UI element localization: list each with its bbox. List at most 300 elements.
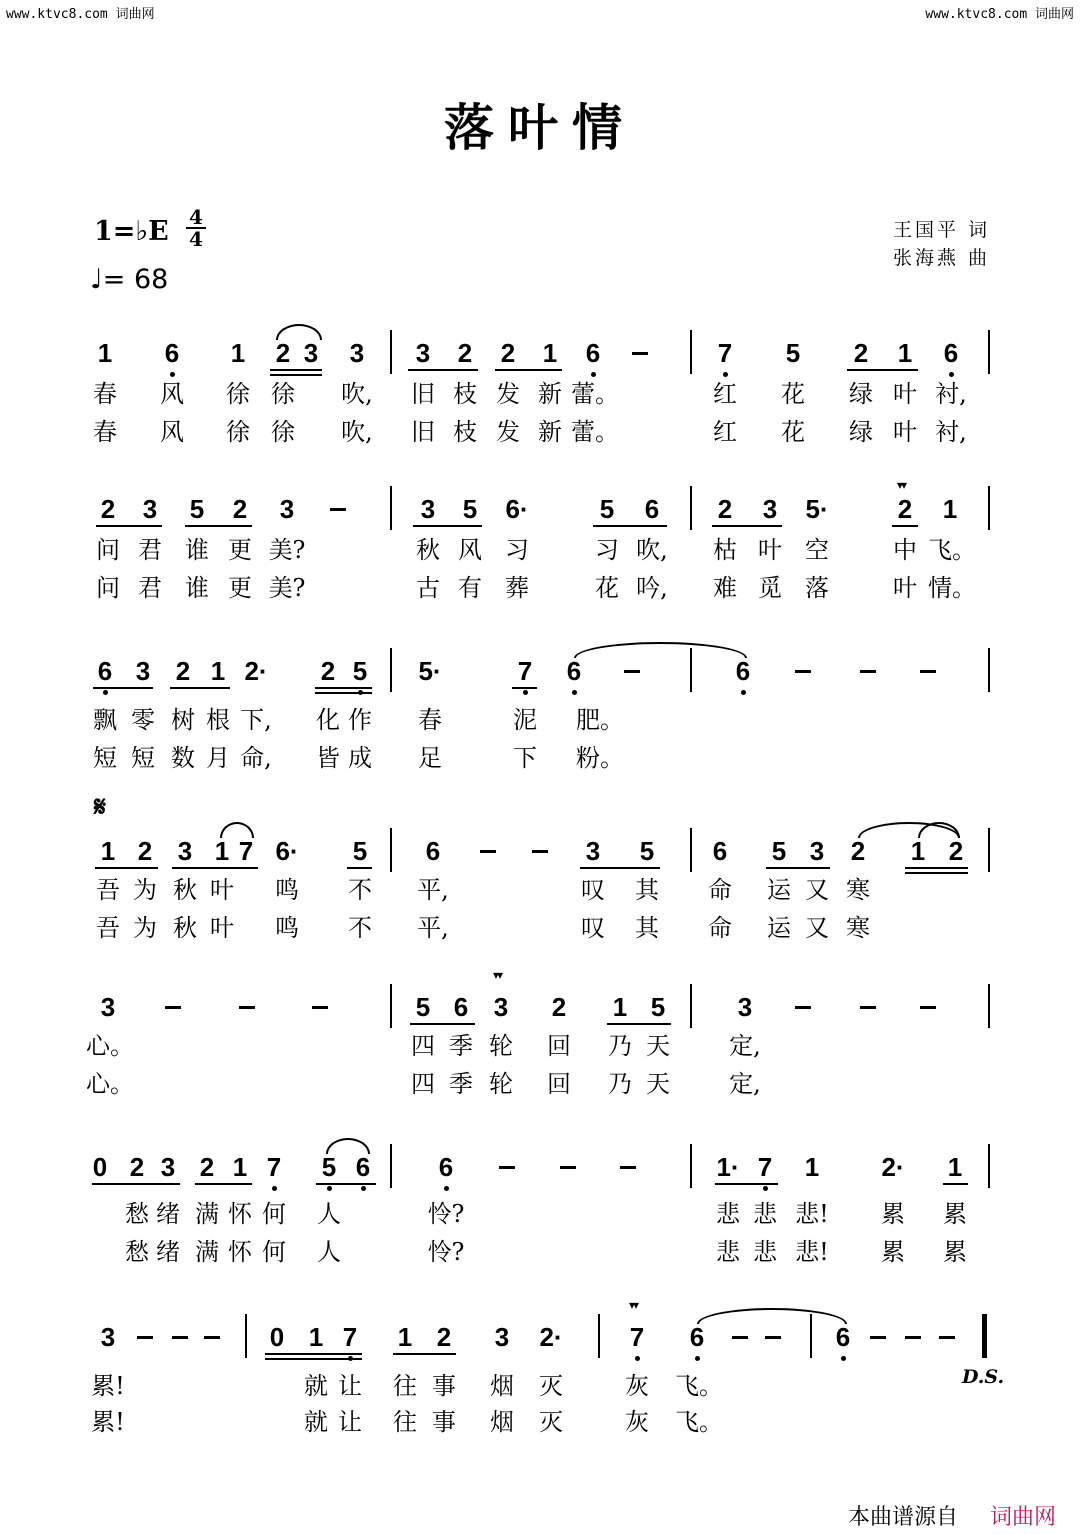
lyric-syllable: 叹 [581, 876, 605, 904]
sustain-dash [860, 670, 876, 673]
lyric-syllable: 枝 [453, 418, 477, 446]
sustain-dash [920, 1006, 936, 1009]
lyric-syllable: 事 [432, 1372, 456, 1400]
jianpu-note: 5 [189, 494, 205, 524]
jianpu-note: 6 [712, 836, 728, 866]
lyric-syllable: 飞。 [675, 1372, 723, 1400]
sustain-dash [939, 1336, 955, 1339]
lyric-syllable: 下, [240, 706, 272, 734]
beam-underline [905, 872, 968, 874]
jianpu-note: 2 [320, 656, 336, 686]
lyric-syllable: 风 [160, 380, 184, 408]
barline [690, 1144, 692, 1188]
octave-dot-low [103, 690, 108, 695]
key-signature: 1=♭E [94, 216, 169, 247]
jianpu-note: 2 [500, 338, 516, 368]
sustain-dash [239, 1006, 255, 1009]
beam-underline [316, 1183, 376, 1185]
sustain-dash [765, 1336, 781, 1339]
lyric-syllable: 悲 [753, 1200, 777, 1228]
lyric-syllable: 绿 [849, 418, 873, 446]
lyric-syllable: 愁 [125, 1238, 149, 1266]
barline [390, 648, 392, 692]
lyric-syllable: 叶 [893, 574, 917, 602]
lyric-syllable: 命, [240, 744, 272, 772]
jianpu-note: 3 [585, 836, 601, 866]
lyric-syllable: 为 [133, 914, 157, 942]
lyric-syllable: 人 [317, 1200, 341, 1228]
jianpu-note: 1 [397, 1322, 413, 1352]
jianpu-note: 3 [762, 494, 778, 524]
jianpu-note: 2 [199, 1152, 215, 1182]
sustain-dash [620, 1166, 636, 1169]
lyric-syllable: 鸣 [275, 876, 299, 904]
jianpu-note: 5 [650, 992, 666, 1022]
lyric-syllable: 吹, [341, 418, 373, 446]
beam-underline [413, 525, 482, 527]
octave-dot-low [949, 372, 954, 377]
jianpu-note: 5· [418, 656, 442, 686]
jianpu-note: 1 [230, 338, 246, 368]
ornament-mark: ▾▾ [629, 1298, 638, 1312]
sustain-dash [204, 1336, 220, 1339]
lyric-syllable: 月 [206, 744, 230, 772]
watermark-left: www.ktvc8.com 词曲网 [6, 7, 155, 22]
sustain-dash [137, 1336, 153, 1339]
lyric-syllable: 烟 [490, 1372, 514, 1400]
lyric-syllable: 悲 [753, 1238, 777, 1266]
beam-underline [607, 1023, 671, 1025]
jianpu-note: 1 [210, 656, 226, 686]
lyric-syllable: 四 [411, 1032, 435, 1060]
lyric-syllable: 往 [393, 1372, 417, 1400]
lyric-syllable: 愁 [125, 1200, 149, 1228]
lyric-syllable: 君 [138, 574, 162, 602]
jianpu-note: 2 [853, 338, 869, 368]
lyric-syllable: 秋 [416, 536, 440, 564]
lyric-syllable: 怜? [427, 1238, 465, 1266]
jianpu-note: 2· [881, 1152, 905, 1182]
jianpu-note: 6 [438, 1152, 454, 1182]
lyric-syllable: 徐 [271, 418, 295, 446]
lyric-syllable: 谁 [185, 536, 209, 564]
lyric-syllable: 累 [881, 1238, 905, 1266]
lyric-syllable: 事 [432, 1408, 456, 1436]
lyric-syllable: 中 [893, 536, 917, 564]
lyric-syllable: 秋 [173, 914, 197, 942]
barline [988, 330, 990, 374]
jianpu-note: 6 [566, 656, 582, 686]
jianpu-note: 2 [897, 494, 913, 524]
lyric-syllable: 吹, [636, 536, 668, 564]
beam-underline [265, 1358, 362, 1360]
beam-underline [93, 687, 153, 689]
lyric-syllable: 空 [805, 536, 829, 564]
jianpu-note: 6 [164, 338, 180, 368]
lyric-syllable: 灰 [625, 1372, 649, 1400]
lyric-syllable: 寒 [846, 914, 870, 942]
jianpu-note: 2 [129, 1152, 145, 1182]
jianpu-note: 5 [352, 656, 368, 686]
lyric-syllable: 绿 [849, 380, 873, 408]
beam-underline [96, 525, 162, 527]
jianpu-note: 5 [771, 836, 787, 866]
lyric-syllable: 问 [96, 536, 120, 564]
jianpu-note: 3 [420, 494, 436, 524]
lyric-syllable: 飞。 [928, 536, 976, 564]
lyric-syllable: 定, [729, 1070, 761, 1098]
barline [988, 828, 990, 872]
sustain-dash [480, 850, 496, 853]
beam-underline [495, 369, 562, 371]
jianpu-note: 1 [214, 836, 230, 866]
jianpu-note: 3 [494, 1322, 510, 1352]
lyric-syllable: 更 [228, 574, 252, 602]
sustain-dash [795, 670, 811, 673]
jianpu-note: 1 [232, 1152, 248, 1182]
lyric-syllable: 乃 [608, 1070, 632, 1098]
jianpu-note: 7 [517, 656, 533, 686]
lyric-syllable: 春 [93, 418, 117, 446]
lyric-syllable: 怀 [228, 1200, 252, 1228]
octave-dot-low [170, 372, 175, 377]
octave-dot-low [635, 1356, 640, 1361]
lyric-syllable: 泥 [513, 706, 537, 734]
lyric-syllable: 秋 [173, 876, 197, 904]
jianpu-note: 3 [279, 494, 295, 524]
jianpu-note: 6 [735, 656, 751, 686]
barline [690, 828, 692, 872]
lyric-syllable: 累! [91, 1408, 125, 1436]
jianpu-note: 6 [943, 338, 959, 368]
octave-dot-low [841, 1356, 846, 1361]
lyric-syllable: 运 [767, 876, 791, 904]
lyric-syllable: 春 [418, 706, 442, 734]
beam-underline [847, 369, 918, 371]
jianpu-note: 1 [947, 1152, 963, 1182]
sustain-dash [499, 1166, 515, 1169]
beam-underline [172, 867, 258, 869]
jianpu-note: 1 [897, 338, 913, 368]
jianpu-note: 0 [92, 1152, 108, 1182]
octave-dot-low [591, 372, 596, 377]
barline [245, 1314, 247, 1358]
watermark-right: www.ktvc8.com 词曲网 [925, 7, 1074, 22]
sustain-dash [532, 850, 548, 853]
sustain-dash [732, 1336, 748, 1339]
lyric-syllable: 平, [417, 914, 449, 942]
lyric-syllable: 天 [646, 1032, 670, 1060]
jianpu-note: 5 [352, 836, 368, 866]
lyric-syllable: 烟 [490, 1408, 514, 1436]
barline [988, 984, 990, 1028]
jianpu-note: 2 [275, 338, 291, 368]
lyric-syllable: 命 [708, 876, 732, 904]
lyric-syllable: 命 [708, 914, 732, 942]
composer: 张海燕 曲 [892, 247, 990, 269]
beam-underline [580, 867, 660, 869]
beam-underline [92, 1183, 180, 1185]
lyric-syllable: 四 [411, 1070, 435, 1098]
lyric-syllable: 乃 [608, 1032, 632, 1060]
beam-underline [410, 1023, 475, 1025]
beam-underline [712, 525, 782, 527]
lyric-syllable: 叶 [210, 914, 234, 942]
lyric-syllable: 难 [713, 574, 737, 602]
lyric-syllable: 下 [513, 744, 537, 772]
lyric-syllable: 心。 [86, 1070, 134, 1098]
jianpu-note: 2 [137, 836, 153, 866]
lyric-syllable: 叶 [758, 536, 782, 564]
lyric-syllable: 怀 [228, 1238, 252, 1266]
time-bottom: 4 [189, 227, 203, 251]
lyric-syllable: 根 [206, 706, 230, 734]
jianpu-note: 1 [542, 338, 558, 368]
barline [988, 1144, 990, 1188]
ornament-mark: ▾▾ [897, 478, 906, 492]
lyric-syllable: 花 [781, 418, 805, 446]
barline [690, 330, 692, 374]
jianpu-note: 2 [948, 836, 964, 866]
beam-underline [715, 1183, 778, 1185]
lyric-syllable: 葬 [505, 574, 529, 602]
ornament-mark: ▾▾ [493, 968, 502, 982]
sustain-dash [312, 1006, 328, 1009]
lyric-syllable: 吹, [341, 380, 373, 408]
jianpu-note: 1 [308, 1322, 324, 1352]
octave-dot-low [444, 1186, 449, 1191]
lyric-syllable: 短 [93, 744, 117, 772]
lyric-syllable: 往 [393, 1408, 417, 1436]
lyric-syllable: 怜? [427, 1200, 465, 1228]
beam-underline [593, 525, 667, 527]
beam-underline [265, 1353, 362, 1355]
lyric-syllable: 让 [338, 1372, 362, 1400]
lyricist: 王国平 词 [892, 219, 990, 241]
barline [988, 486, 990, 530]
octave-dot-low [272, 1186, 277, 1191]
lyric-syllable: 叶 [893, 380, 917, 408]
beam-underline [95, 867, 158, 869]
jianpu-note: 7 [757, 1152, 773, 1182]
time-signature [186, 205, 206, 251]
octave-dot-low [763, 1186, 768, 1191]
lyric-syllable: 季 [449, 1032, 473, 1060]
lyric-syllable: 徐 [226, 418, 250, 446]
lyric-syllable: 鸣 [275, 914, 299, 942]
jianpu-note: 6 [835, 1322, 851, 1352]
beam-underline [892, 525, 918, 527]
jianpu-note: 6 [453, 992, 469, 1022]
beam-underline [512, 687, 537, 689]
lyric-syllable: 粉。 [576, 744, 624, 772]
lyric-syllable: 何 [262, 1200, 286, 1228]
jianpu-note: 5 [462, 494, 478, 524]
lyric-syllable: 又 [805, 914, 829, 942]
lyric-syllable: 人 [317, 1238, 341, 1266]
lyric-syllable: 风 [458, 536, 482, 564]
lyric-syllable: 红 [713, 380, 737, 408]
jianpu-note: 2 [436, 1322, 452, 1352]
lyric-syllable: 满 [195, 1200, 219, 1228]
lyric-syllable: 运 [767, 914, 791, 942]
footer-source: 本曲谱源自 [848, 1505, 959, 1530]
barline [390, 1144, 392, 1188]
jianpu-note: 2 [175, 656, 191, 686]
lyric-syllable: 谁 [185, 574, 209, 602]
lyric-syllable: 绪 [156, 1238, 180, 1266]
barline [390, 330, 392, 374]
beam-underline [408, 369, 478, 371]
lyric-syllable: 零 [131, 706, 155, 734]
lyric-syllable: 累 [881, 1200, 905, 1228]
lyric-syllable: 肥。 [576, 706, 624, 734]
lyric-syllable: 悲! [795, 1238, 829, 1266]
lyric-syllable: 让 [338, 1408, 362, 1436]
jianpu-note: 7 [342, 1322, 358, 1352]
lyric-syllable: 心。 [86, 1032, 134, 1060]
lyric-syllable: 成 [348, 744, 372, 772]
jianpu-note: 6 [355, 1152, 371, 1182]
lyric-syllable: 问 [96, 574, 120, 602]
lyric-syllable: 又 [805, 876, 829, 904]
lyric-syllable: 枯 [713, 536, 737, 564]
lyric-syllable: 树 [171, 706, 195, 734]
beam-underline [270, 369, 322, 371]
sustain-dash [632, 352, 648, 355]
tempo-mark: ♩= 68 [90, 264, 169, 295]
lyric-syllable: 累! [91, 1372, 125, 1400]
sustain-dash [870, 1336, 886, 1339]
sustain-dash [165, 1006, 181, 1009]
footer-brand-link[interactable]: 词曲网 [990, 1505, 1057, 1530]
beam-underline [766, 867, 830, 869]
lyric-syllable: 季 [449, 1070, 473, 1098]
beam-underline [393, 1353, 456, 1355]
lyric-syllable: 衬, [935, 418, 967, 446]
jianpu-note: 3 [737, 992, 753, 1022]
jianpu-note: 6 [425, 836, 441, 866]
beam-underline [905, 867, 968, 869]
lyric-syllable: 吾 [96, 876, 120, 904]
lyric-syllable: 其 [635, 914, 659, 942]
octave-dot-low [361, 1186, 366, 1191]
barline [390, 828, 392, 872]
jianpu-note: 3 [493, 992, 509, 1022]
sustain-dash [905, 1336, 921, 1339]
tie-slur [220, 822, 254, 838]
lyric-syllable: 枝 [453, 380, 477, 408]
jianpu-note: 2 [551, 992, 567, 1022]
lyric-syllable: 有 [458, 574, 482, 602]
lyric-syllable: 衬, [935, 380, 967, 408]
lyric-syllable: 新 [538, 418, 562, 446]
lyric-syllable: 花 [595, 574, 619, 602]
jianpu-note: 3 [100, 992, 116, 1022]
barline [598, 1314, 600, 1358]
jianpu-note: 2· [539, 1322, 563, 1352]
jianpu-note: 7 [629, 1322, 645, 1352]
lyric-syllable: 为 [133, 876, 157, 904]
lyric-syllable: 平, [417, 876, 449, 904]
octave-dot-low [695, 1356, 700, 1361]
lyric-syllable: 红 [713, 418, 737, 446]
lyric-syllable: 吾 [96, 914, 120, 942]
lyric-syllable: 花 [781, 380, 805, 408]
beam-underline [270, 374, 322, 376]
lyric-syllable: 皆 [316, 744, 340, 772]
beam-underline [195, 1183, 252, 1185]
lyric-syllable: 旧 [411, 418, 435, 446]
barline [390, 486, 392, 530]
lyric-syllable: 悲! [795, 1200, 829, 1228]
sustain-dash [624, 670, 640, 673]
jianpu-note: 1 [97, 338, 113, 368]
lyric-syllable: 累 [943, 1200, 967, 1228]
lyric-syllable: 觅 [758, 574, 782, 602]
lyric-syllable: 落 [805, 574, 829, 602]
jianpu-note: 3 [303, 338, 319, 368]
jianpu-note: 6 [644, 494, 660, 524]
jianpu-note: 7 [266, 1152, 282, 1182]
octave-dot-low [327, 1186, 332, 1191]
sustain-dash [172, 1336, 188, 1339]
jianpu-note: 7 [238, 836, 254, 866]
lyric-syllable: 轮 [489, 1070, 513, 1098]
jianpu-note: 6 [689, 1322, 705, 1352]
lyric-syllable: 累 [943, 1238, 967, 1266]
lyric-syllable: 蕾。 [571, 380, 619, 408]
jianpu-note: 5 [785, 338, 801, 368]
lyric-syllable: 徐 [271, 380, 295, 408]
jianpu-note: 1 [612, 992, 628, 1022]
jianpu-note: 3 [349, 338, 365, 368]
jianpu-note: 0 [269, 1322, 285, 1352]
jianpu-note: 1 [100, 836, 116, 866]
lyric-syllable: 化 [316, 706, 340, 734]
beam-underline [943, 1183, 968, 1185]
lyric-syllable: 叶 [893, 418, 917, 446]
jianpu-note: 3 [809, 836, 825, 866]
lyric-syllable: 发 [496, 380, 520, 408]
lyric-syllable: 发 [496, 418, 520, 446]
lyric-syllable: 春 [93, 380, 117, 408]
lyric-syllable: 轮 [489, 1032, 513, 1060]
lyric-syllable: 古 [416, 574, 440, 602]
lyric-syllable: 悲 [716, 1238, 740, 1266]
jianpu-note: 5 [599, 494, 615, 524]
lyric-syllable: 美? [268, 536, 306, 564]
lyric-syllable: 天 [646, 1070, 670, 1098]
barline [988, 648, 990, 692]
jianpu-note: 5 [415, 992, 431, 1022]
lyric-syllable: 其 [635, 876, 659, 904]
barline [690, 984, 692, 1028]
beam-underline [170, 687, 230, 689]
lyric-syllable: 满 [195, 1238, 219, 1266]
jianpu-note: 2 [457, 338, 473, 368]
lyric-syllable: 飘 [93, 706, 117, 734]
beam-underline [185, 525, 252, 527]
jianpu-note: 6 [585, 338, 601, 368]
octave-dot-low [723, 372, 728, 377]
beam-underline [315, 692, 372, 694]
lyric-syllable: 叶 [210, 876, 234, 904]
jianpu-note: 2 [850, 836, 866, 866]
sustain-dash [330, 508, 346, 511]
jianpu-note: 7 [717, 338, 733, 368]
jianpu-note: 1 [804, 1152, 820, 1182]
